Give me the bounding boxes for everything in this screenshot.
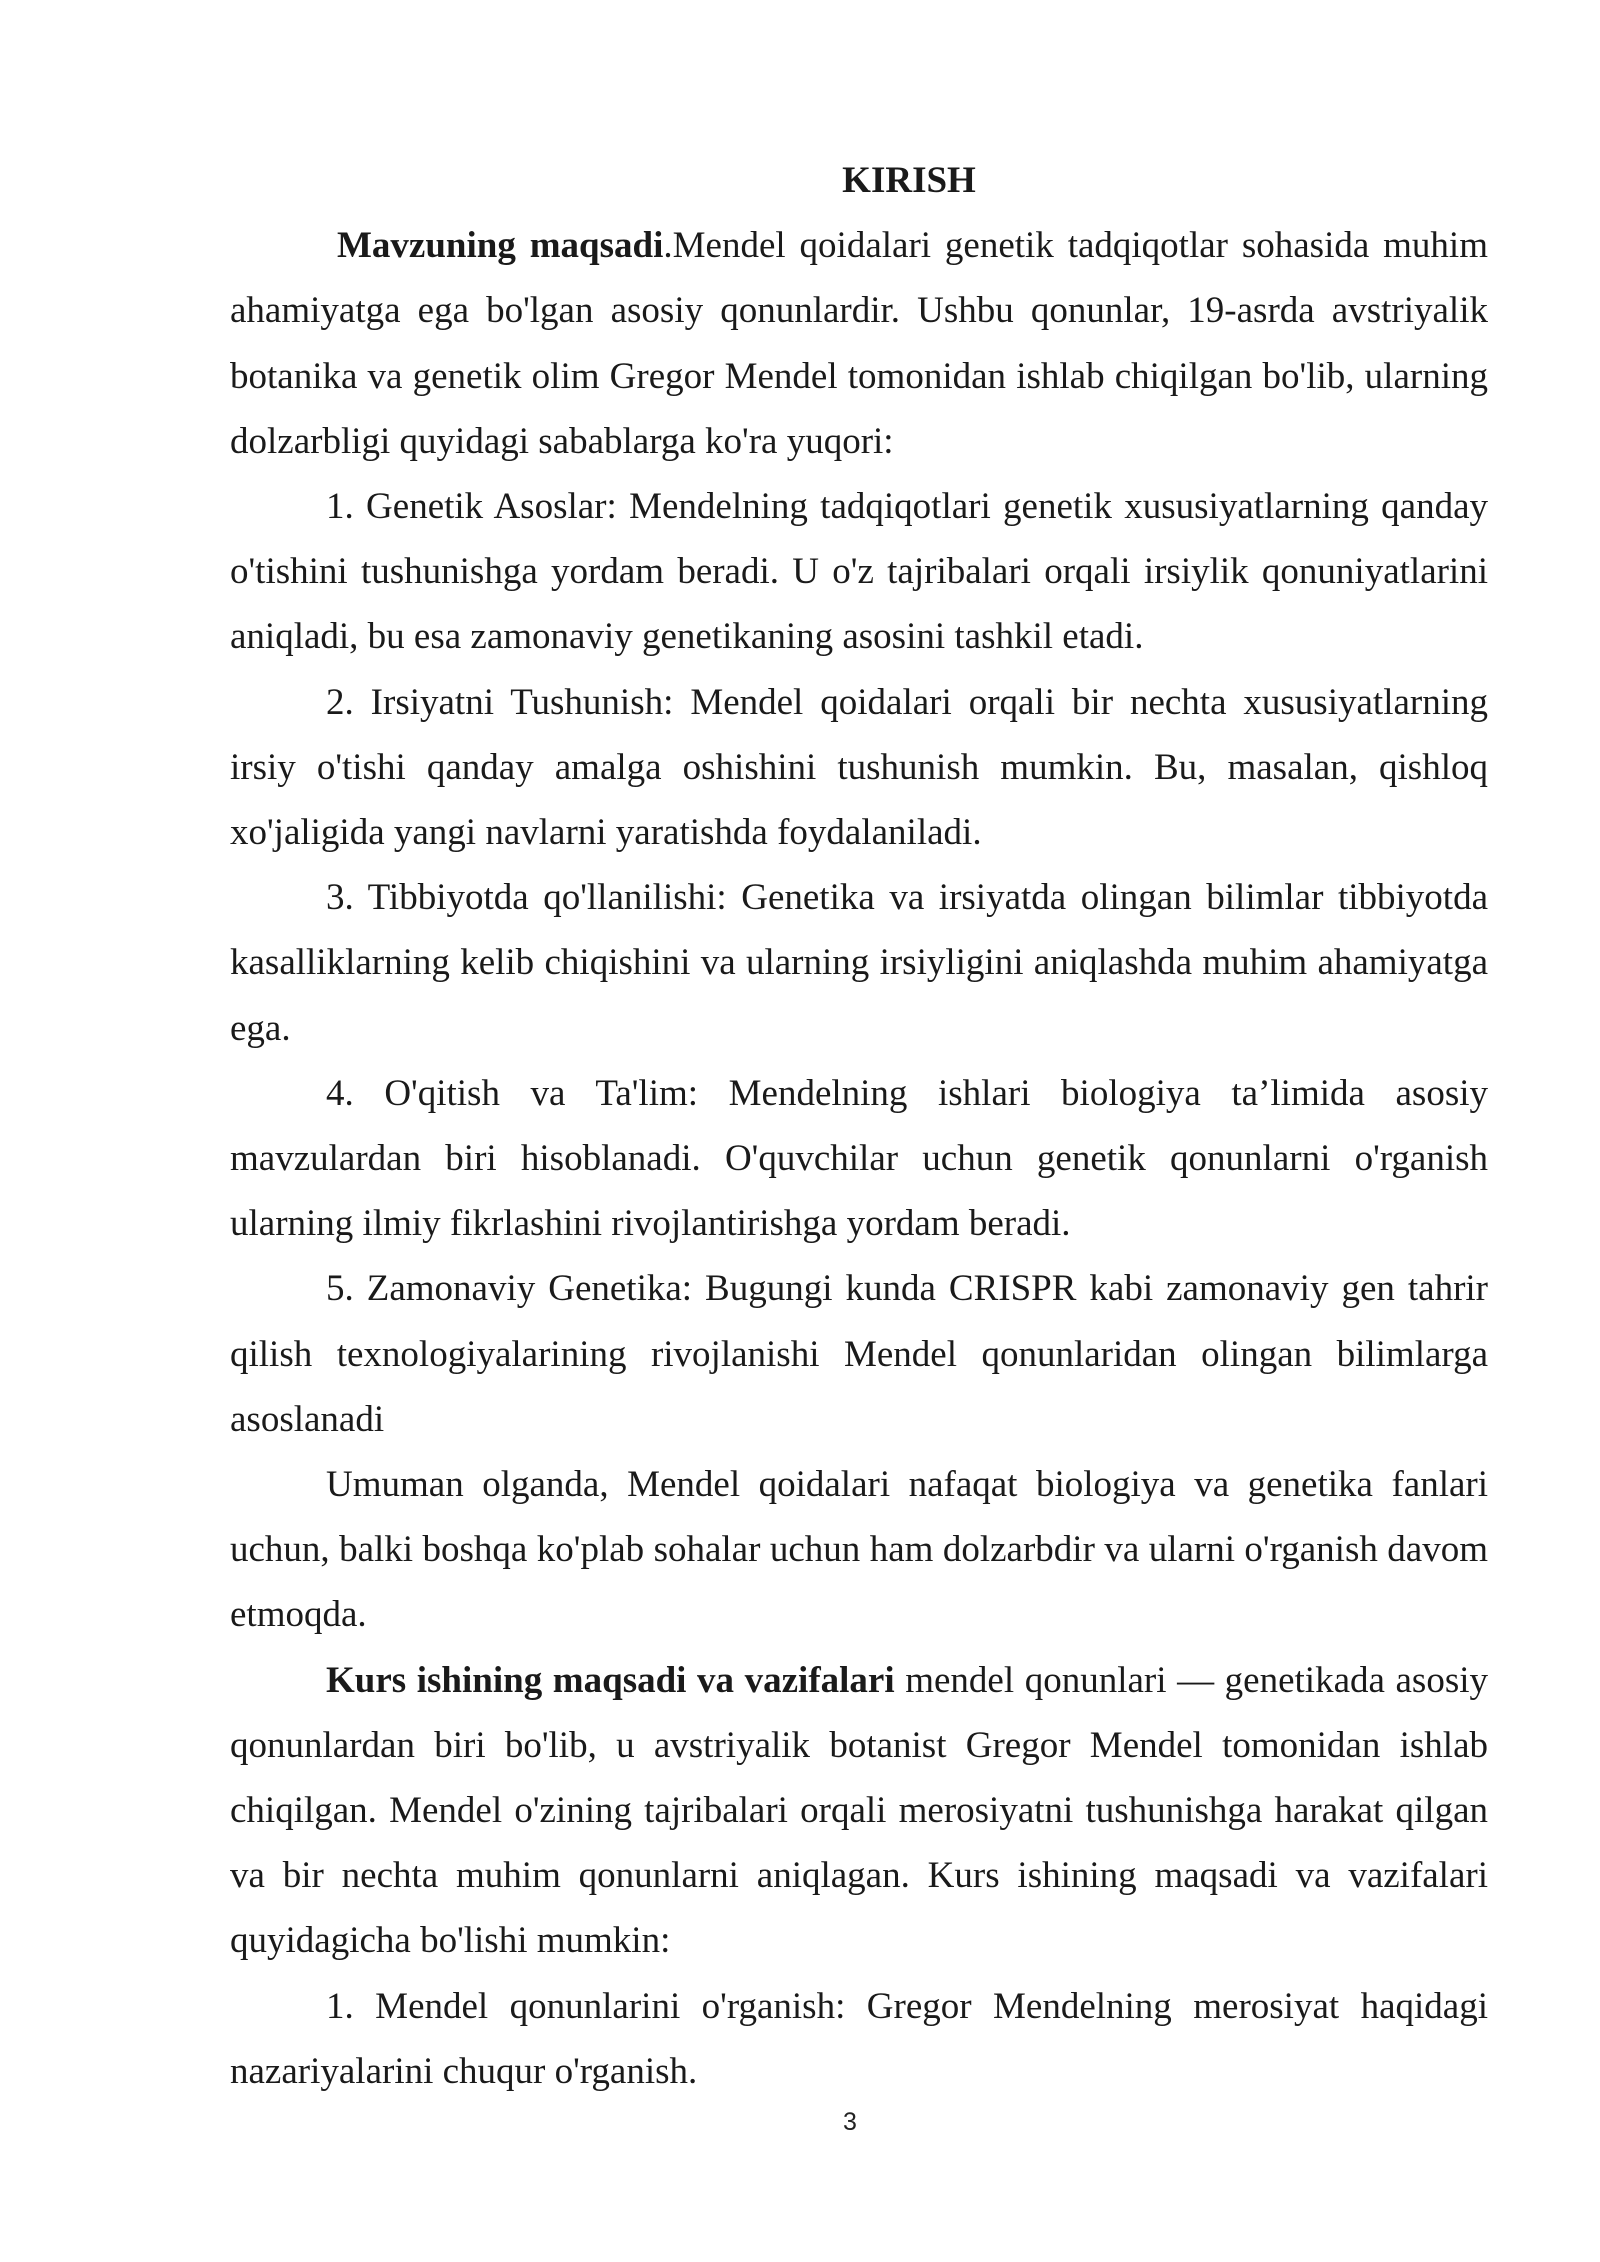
reason-item-5: 5. Zamonaviy Genetika: Bugungi kunda CRISPR kabi zamonaviy gen tahrir qilish texnologiyalarining rivojlanishi Mendel qonunlaridan olingan bilimlarga asoslanadi (230, 1268, 1488, 1440)
intro-text: .Mendel qoidalari genetik tadqiqotlar sohasida muhim ahamiyatga ega bo'lgan asosiy qonunlardir. Ushbu qonunlar, 19-asrda avstriyalik botanika va genetik olim Gregor Mendel tomonidan ishlab chiqilgan bo'lib, ularning dolzarbligi quyidagi sabablarga ko'ra yuqori: (230, 225, 1488, 462)
reason-item-2: 2. Irsiyatni Tushunish: Mendel qoidalari orqali bir nechta xususiyatlarning irsiy o'tishi qanday amalga oshishini tushunish mumkin. Bu, masalan, qishloq xo'jaligida yangi navlarni yaratishda foydalaniladi. (230, 681, 1488, 854)
document-body (230, 148, 1488, 2104)
reason-item-3: 3. Tibbiyotda qo'llanilishi: Genetika va irsiyatda olingan bilimlar tibbiyotda kasalliklarning kelib chiqishini va ularning irsiyligini aniqlashda muhim ahamiyatga ega. (230, 877, 1488, 1049)
reason-item-1: 1. Genetik Asoslar: Mendelning tadqiqotlari genetik xususiyatlarning qanday o'tishini tushunishga yordam beradi. U o'z tajribalari orqali irsiylik qonuniyatlarini aniqladi, bu esa zamonaviy genetikaning asosini tashkil etadi. (230, 486, 1488, 658)
section-heading: KIRISH (842, 160, 976, 201)
goals-text: mendel qonunlari — genetikada asosiy qonunlardan biri bo'lib, u avstriyalik botanist Gregor Mendel tomonidan ishlab chiqilgan. Mendel o'zining tajribalari orqali merosiyatni tushunishga harakat qilgan va bir nechta muhim qonunlarni aniqlagan. Kurs ishining maqsadi va vazifalari quyidagicha bo'lishi mumkin: (230, 1659, 1488, 1962)
page-number: 3 (843, 2108, 857, 2136)
goals-lead: Kurs ishining maqsadi va vazifalari (326, 1659, 895, 1701)
intro-lead: Mavzuning maqsadi (337, 225, 664, 267)
task-item-1: 1. Mendel qonunlarini o'rganish: Gregor Mendelning merosiyat haqidagi nazariyalarini chuqur o'rganish. (230, 1985, 1488, 2092)
intro-paragraph (230, 213, 1488, 474)
summary-paragraph: Umuman olganda, Mendel qoidalari nafaqat biologiya va genetika fanlari uchun, balki boshqa ko'plab sohalar uchun ham dolzarbdir va ularni o'rganish davom etmoqda. (230, 1464, 1488, 1636)
goals-paragraph (230, 1648, 1488, 1974)
reason-item-4: 4. O'qitish va Ta'lim: Mendelning ishlari biologiya ta’limida asosiy mavzulardan biri hisoblanadi. O'quvchilar uchun genetik qonunlarni o'rganish ularning ilmiy fikrlashini rivojlantirishga yordam beradi. (230, 1072, 1488, 1245)
